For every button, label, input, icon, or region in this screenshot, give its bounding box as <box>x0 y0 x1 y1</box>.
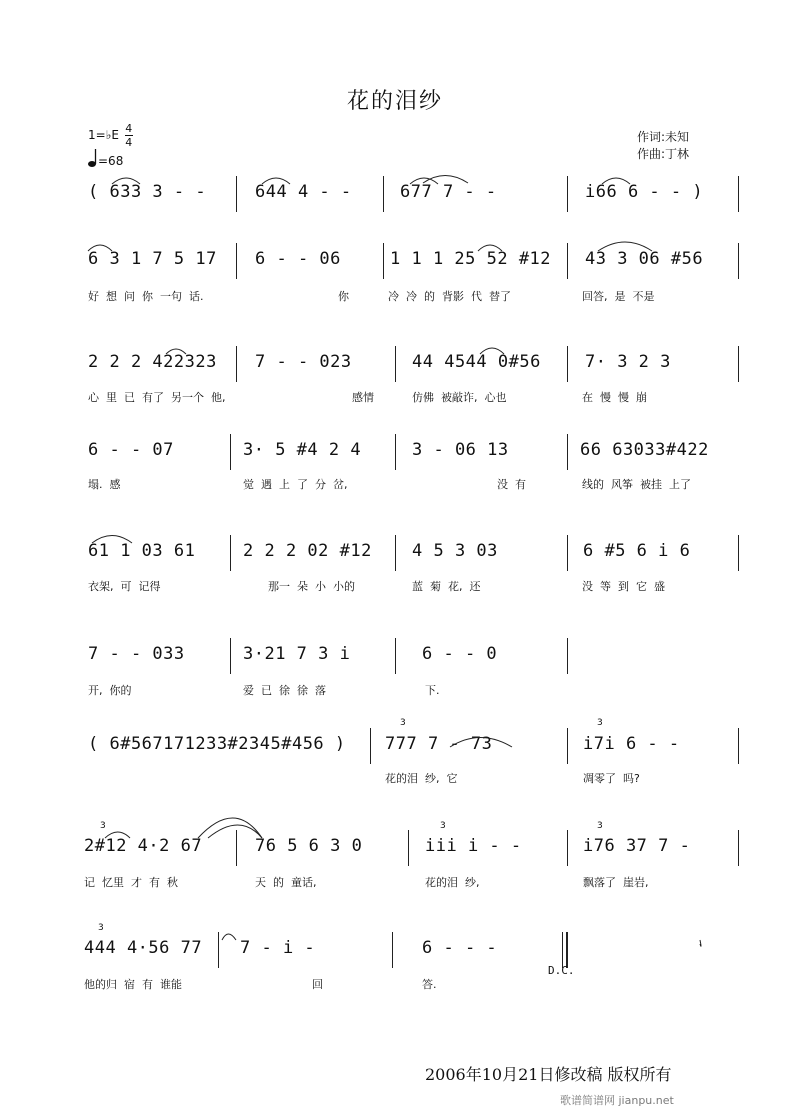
measure-notes: 2 2 2 02 #12 <box>243 541 372 561</box>
lyricist-credit: 作词:未知 <box>637 130 690 144</box>
measure-notes: 6 - - 06 <box>255 249 341 269</box>
measure-notes: 61 1 03 61 <box>88 541 196 561</box>
measure-notes: 4 5 3 03 <box>412 541 498 561</box>
lyric-line: 你 <box>338 290 349 303</box>
lyric-line: 下. <box>425 684 440 697</box>
lyric-line: 那一 朵 小 小的 <box>268 580 355 593</box>
lyric-line: 仿佛 被敲诈, 心也 <box>412 391 507 404</box>
measure-notes: 3·21 7 3 i <box>243 644 351 664</box>
lyric-line: 他的归 宿 有 谁能 <box>84 978 182 991</box>
measure-notes: 777 7 - 73 <box>385 734 493 754</box>
measure-notes: 3· 5 #4 2 4 <box>243 440 362 460</box>
lyric-line: 心 里 已 有了 另一个 他, <box>88 391 226 404</box>
svg-text:3: 3 <box>597 718 603 728</box>
measure-notes: iii i - - <box>425 836 522 856</box>
measure-notes: 7 - - 033 <box>88 644 185 664</box>
lyric-line: 蓝 菊 花, 还 <box>412 580 481 593</box>
measure-notes: 7· 3 2 3 <box>585 352 671 372</box>
measure-notes: 43 3 06 #56 <box>585 249 704 269</box>
lyric-line: 飘落了 崖岩, <box>583 876 649 889</box>
measure-notes: i66 6 - - ) <box>585 182 704 202</box>
measure-notes: i7i 6 - - <box>583 734 680 754</box>
footer-note: 2006年10月21日修改稿 版权所有 <box>425 1065 672 1084</box>
lyric-line: 开, 你的 <box>88 684 132 697</box>
lyric-line: 答. <box>422 978 437 991</box>
measure-notes: 44 4544 0#56 <box>412 352 541 372</box>
time-bottom: 4 <box>125 136 133 149</box>
measure-notes: 1 1 1 25 52 #12 <box>390 249 552 269</box>
measure-notes: 6 - - - <box>422 938 498 958</box>
da-capo-mark: D.C. <box>548 964 575 977</box>
lyric-line: 花的泪 纱, <box>425 876 480 889</box>
measure-notes: 6 #5 6 i 6 <box>583 541 691 561</box>
measure-notes: 644 4 - - <box>255 182 352 202</box>
measure-notes: 66 63033#422 <box>580 440 709 460</box>
measure-notes: 6 - - 0 <box>422 644 498 664</box>
composer-credit: 作曲:丁林 <box>637 147 690 161</box>
measure-notes: 6 - - 07 <box>88 440 174 460</box>
measure-notes: 76 5 6 3 0 <box>255 836 363 856</box>
watermark: 歌谱简谱网 jianpu.net <box>560 1094 674 1107</box>
measure-notes: i76 37 7 - <box>583 836 691 856</box>
lyric-line: 回 <box>312 978 323 991</box>
lyric-line: 天 的 童话, <box>255 876 317 889</box>
measure-notes: 2 2 2 422323 <box>88 352 217 372</box>
measure-notes: 6 3 1 7 5 17 <box>88 249 217 269</box>
lyric-line: 爱 已 徐 徐 落 <box>243 684 326 697</box>
lyric-line: 在 慢 慢 崩 <box>582 391 647 404</box>
svg-text:3: 3 <box>100 821 106 831</box>
lyric-line: 没 等 到 它 盛 <box>582 580 665 593</box>
measure-notes: 444 4·56 77 <box>84 938 203 958</box>
key-label: 1=♭E <box>88 128 119 142</box>
lyric-line: 线的 风筝 被挂 上了 <box>582 478 691 491</box>
lyric-line: 好 想 问 你 一句 话. <box>88 290 204 303</box>
svg-text:3: 3 <box>98 923 104 933</box>
measure-notes: ( 633 3 - - <box>88 182 207 202</box>
svg-text:3: 3 <box>597 821 603 831</box>
lyric-line: 回答, 是 不是 <box>582 290 655 303</box>
lyric-line: 花的泪 纱, 它 <box>385 772 458 785</box>
measure-notes: 7 - i - <box>240 938 316 958</box>
svg-text:3: 3 <box>440 821 446 831</box>
lyric-line: 记 忆里 才 有 秋 <box>84 876 178 889</box>
lyric-line: 没 有 <box>497 478 526 491</box>
svg-text:3: 3 <box>400 718 406 728</box>
slur-marks <box>88 176 704 947</box>
time-top: 4 <box>125 122 133 135</box>
lyric-line: 凋零了 吗? <box>583 772 640 785</box>
measure-notes: 2#12 4·2 67 <box>84 836 203 856</box>
lyric-line: 冷 冷 的 背影 代 替了 <box>388 290 511 303</box>
triplet-marks <box>98 718 603 933</box>
page-title: 花的泪纱 <box>346 89 443 114</box>
lyric-line: 感情 <box>352 391 374 404</box>
measure-notes: ( 6#567171233#2345#456 ) <box>88 734 346 754</box>
measure-notes: 7 - - 023 <box>255 352 352 372</box>
measure-notes: 3 - 06 13 <box>412 440 509 460</box>
lyric-line: 觉 遇 上 了 分 岔, <box>243 478 348 491</box>
lyric-line: 塌. 感 <box>88 478 121 491</box>
lyric-line: 衣架, 可 记得 <box>88 580 161 593</box>
measure-notes: 677 7 - - <box>400 182 497 202</box>
tempo-value: =68 <box>98 154 124 168</box>
